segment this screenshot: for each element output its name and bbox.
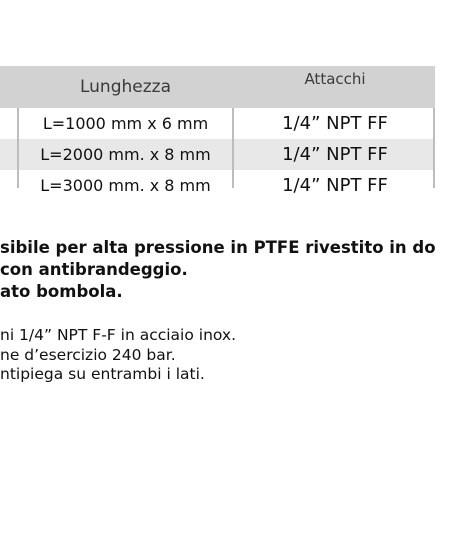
column-divider [433,108,435,188]
table-row [0,170,435,201]
description-line: con antibrandeggio. [0,260,188,279]
spec-line: ne d’esercizio 240 bar. [0,345,176,364]
cell-length: L=1000 mm x 6 mm [42,114,209,133]
table-row [0,139,435,170]
cell-length: L=3000 mm. x 8 mm [40,176,211,195]
cell-connections: 1/4” NPT FF [282,175,388,196]
cell-connections: 1/4” NPT FF [282,113,388,134]
spec-line: ntipiega su entrambi i lati. [0,365,205,383]
product-description [0,237,466,303]
header-connections: Attacchi [304,70,366,88]
product-table [0,66,435,201]
column-divider [232,108,234,188]
header-length: Lunghezza [79,77,171,97]
product-specs [0,326,466,385]
spec-line: ni 1/4” NPT F-F in acciaio inox. [0,326,237,344]
table-row [0,108,435,139]
table-header [0,66,435,108]
description-line: ato bombola. [0,282,123,301]
cell-length: L=2000 mm. x 8 mm [40,145,211,164]
column-divider [17,108,19,188]
description-line: sibile per alta pressione in PTFE rivestito in do [0,238,436,257]
cell-connections: 1/4” NPT FF [282,144,388,165]
